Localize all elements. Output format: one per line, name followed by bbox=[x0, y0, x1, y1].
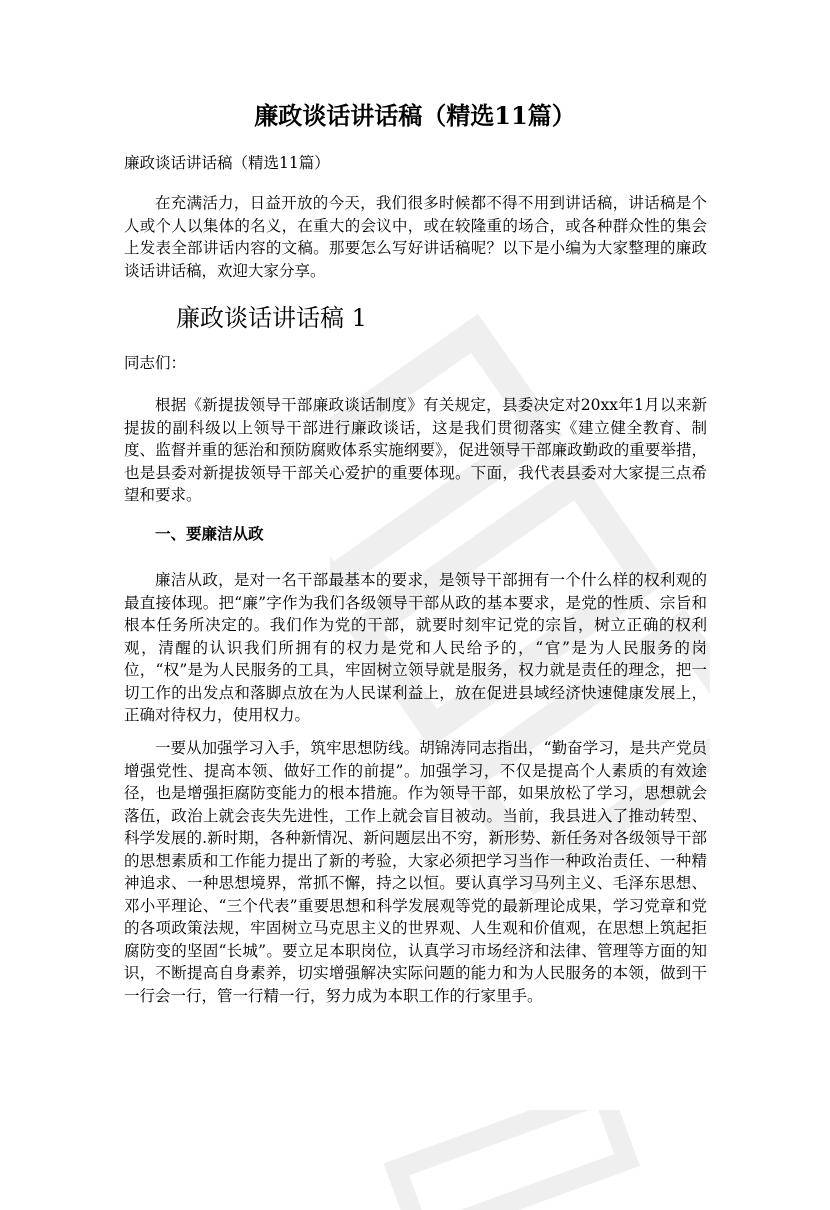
paragraph-2: 廉洁从政，是对一名干部最基本的要求，是领导干部拥有一个什么样的权利观的最直接体现。把“廉”字作为我们各级领导干部从政的基本要求，是党的性质、宗旨和根本任务所决定的。我们作为党的干部，就要时刻牢记党的宗旨，树立正确的权利观，清醒的认识我们所拥有的权力是党和人民给予的，“官”是为人民服务的岗位，“权”是为人民服务的工具，牢固树立领导就是服务，权力就是责任的理念，把一切工作的出发点和落脚点放在为人民谋利益上，放在促进县域经济快速健康发展上，正确对待权力，使用权力。 bbox=[124, 571, 707, 724]
document-title: 廉政谈话讲话稿（精选11篇） bbox=[254, 101, 576, 130]
watermark-graphic-bottom bbox=[360, 1110, 660, 1210]
greeting: 同志们： bbox=[124, 354, 187, 372]
document-subtitle: 廉政谈话讲话稿（精选11篇） bbox=[124, 154, 330, 172]
paragraph-3: 一要从加强学习入手，筑牢思想防线。胡锦涛同志指出，“勤奋学习，是共产党员增强党性、提高本领、做好工作的前提”。加强学习，不仅是提高个人素质的有效途径，也是增强拒腐防变能力的根本措施。作为领导干部，如果放松了学习，思想就会落伍，政治上就会丧失先进性，工作上就会盲目被动。当前，我县进入了推动转型、科学发展的.新时期，各种新情况、新问题层出不穷，新形势、新任务对各级领导干部的思想素质和工作能力提出了新的考验，大家必须把学习当作一种政治责任、一种精神追求、一种思想境界，常抓不懈，持之以恒。要认真学习马列主义、毛泽东思想、邓小平理论、“三个代表”重要思想和科学发展观等党的最新理论成果，学习党章和党的各项政策法规，牢固树立马克思主义的世界观、人生观和价值观，在思想上筑起拒腐防变的坚固“长城”。要立足本职岗位，认真学习市场经济和法律、管理等方面的知识，不断提高自身素养，切实增强解决实际问题的能力和为人民服务的本领，做到干一行会一行，管一行精一行，努力成为本职工作的行家里手。 bbox=[124, 739, 707, 1005]
paragraph-1: 根据《新提拔领导干部廉政谈话制度》有关规定，县委决定对20xx年1月以来新提拔的副科级以上领导干部进行廉政谈话，这是我们贯彻落实《建立健全教育、制度、监督并重的惩治和预防腐败体系实施纲要》，促进领导干部廉政勤政的重要举措，也是县委对新提拔领导干部关心爱护的重要体现。下面，我代表县委对大家提三点希望和要求。 bbox=[124, 396, 707, 504]
section-heading: 廉政谈话讲话稿 1 bbox=[176, 304, 367, 332]
intro-paragraph: 在充满活力，日益开放的今天，我们很多时候都不得不用到讲话稿，讲话稿是个人或个人以集体的名义，在重大的会议中，或在较隆重的场合，或各种群众性的集会上发表全部讲话内容的文稿。那要怎么写好讲话稿呢？以下是小编为大家整理的廉政谈话讲话稿，欢迎大家分享。 bbox=[124, 194, 707, 280]
sub-heading: 一、要廉洁从政 bbox=[155, 525, 264, 543]
